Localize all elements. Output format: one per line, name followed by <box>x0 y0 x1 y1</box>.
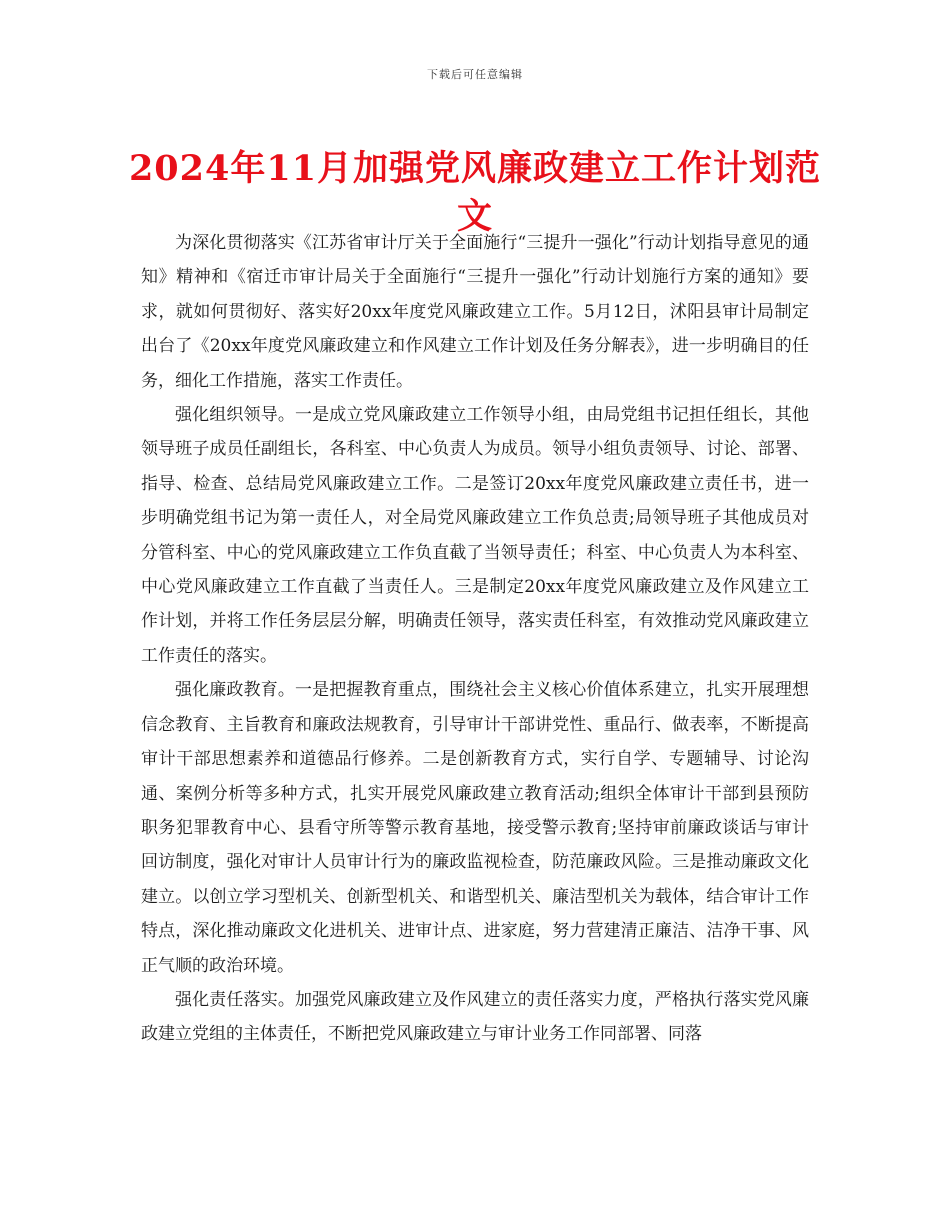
header-note: 下载后可任意编辑 <box>427 68 523 81</box>
paragraph-organization: 强化组织领导。一是成立党风廉政建立工作领导小组，由局党组书记担任组长，其他领导班子成员任副组长，各科室、中心负责人为成员。领导小组负责领导、讨论、部署、指导、检查、总结局党风廉政建立工作。二是签订20xx年度党风廉政建立责任书，进一步明确党组书记为第一责任人，对全局党风廉政建立工作负总责;局领导班子其他成员对分管科室、中心的党风廉政建立工作负直截了当领导责任；科室、中心负责人为本科室、中心党风廉政建立工作直截了当责任人。三是制定20xx年度党风廉政建立及作风建立工作计划，并将工作任务层层分解，明确责任领导，落实责任科室，有效推动党风廉政建立工作责任的落实。 <box>141 405 809 666</box>
paragraph-intro: 为深化贯彻落实《江苏省审计厅关于全面施行“三提升一强化”行动计划指导意见的通知》精神和《宿迁市审计局关于全面施行“三提升一强化”行动计划施行方案的通知》要求，就如何贯彻好、落实好20xx年度党风廉政建立工作。5月12日，沭阳县审计局制定出台了《20xx年度党风廉政建立和作风建立工作计划及任务分解表》，进一步明确目的任务，细化工作措施，落实工作责任。 <box>141 233 809 391</box>
paragraph-responsibility: 强化责任落实。加强党风廉政建立及作风建立的责任落实力度，严格执行落实党风廉政建立党组的主体责任，不断把党风廉政建立与审计业务工作同部署、同落 <box>141 989 809 1045</box>
document-body <box>141 226 809 1052</box>
document-title: 2024年11月加强党风廉政建立工作计划范文 <box>128 148 822 238</box>
paragraph-education: 强化廉政教育。一是把握教育重点，围绕社会主义核心价值体系建立，扎实开展理想信念教育、主旨教育和廉政法规教育，引导审计干部讲党性、重品行、做表率，不断提高审计干部思想素养和道德品行修养。二是创新教育方式，实行自学、专题辅导、讨论沟通、案例分析等多种方式，扎实开展党风廉政建立教育活动;组织全体审计干部到县预防职务犯罪教育中心、县看守所等警示教育基地，接受警示教育;坚持审前廉政谈话与审计回访制度，强化对审计人员审计行为的廉政监视检查，防范廉政风险。三是推动廉政文化建立。以创立学习型机关、创新型机关、和谐型机关、廉洁型机关为载体，结合审计工作特点，深化推动廉政文化进机关、进审计点、进家庭，努力营建清正廉洁、洁净干事、风正气顺的政治环境。 <box>141 680 809 976</box>
